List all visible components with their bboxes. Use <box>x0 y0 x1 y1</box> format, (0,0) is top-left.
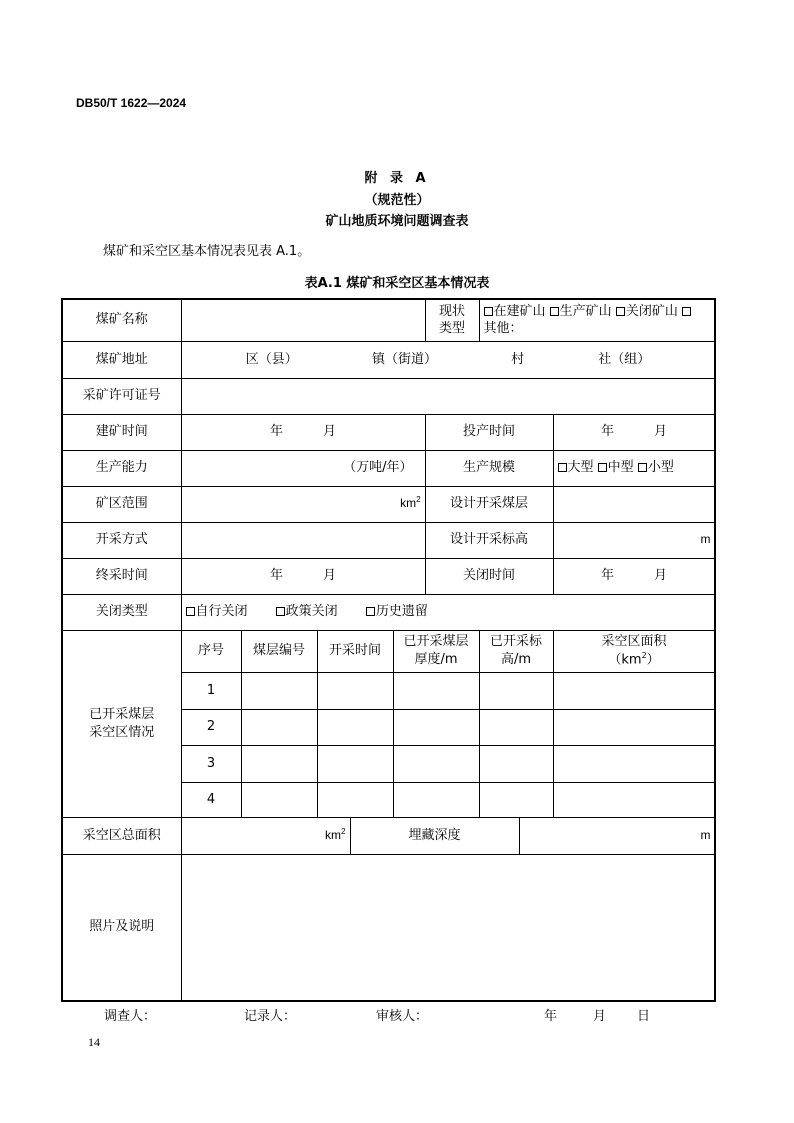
end-time-label: 终采时间 <box>62 558 181 594</box>
appendix-normative: （规范性） <box>364 193 430 208</box>
survey-form-table <box>61 298 716 1002</box>
capacity-label: 生产能力 <box>62 450 181 486</box>
close-time-field[interactable]: 年 月 <box>553 558 715 594</box>
page-number: 14 <box>88 1035 100 1049</box>
footer-month: 月 <box>593 1009 607 1024</box>
license-label: 采矿许可证号 <box>62 378 181 414</box>
table-row <box>62 854 715 1001</box>
km2-unit: $km^2$ <box>325 826 346 842</box>
checkbox-icon[interactable] <box>616 307 625 316</box>
end-time-field[interactable]: 年 月 <box>181 558 425 594</box>
table-row <box>62 486 715 522</box>
close-type-options: 自行关闭 政策关闭 历史遗留 <box>181 594 715 630</box>
table-row <box>62 341 715 378</box>
method-label: 开采方式 <box>62 522 181 558</box>
address-field[interactable]: 区（县） 镇（街道） 村 社（组） <box>181 341 715 378</box>
table-row <box>62 414 715 450</box>
col-elevation: 已开采标 高/m <box>479 630 553 672</box>
intro-text: 煤矿和采空区基本情况表见表 A.1。 <box>103 244 311 259</box>
table-row <box>62 630 715 672</box>
checkbox-icon[interactable] <box>550 307 559 316</box>
checkbox-icon[interactable] <box>638 463 647 472</box>
goaf-section-label: 已开采煤层 采空区情况 <box>62 630 181 817</box>
row-no: 4 <box>181 782 241 817</box>
reviewer-label: 审核人： <box>376 1009 429 1024</box>
row-no: 3 <box>181 745 241 782</box>
license-field[interactable] <box>181 378 715 414</box>
col-no: 序号 <box>181 630 241 672</box>
status-type-label: 现状 类型 <box>425 299 479 341</box>
design-elevation-field[interactable]: m <box>553 522 715 558</box>
production-start-label: 投产时间 <box>425 414 553 450</box>
table-row <box>62 817 715 854</box>
photos-field[interactable] <box>181 854 715 1001</box>
col-seam-no: 煤层编号 <box>241 630 317 672</box>
method-field[interactable] <box>181 522 425 558</box>
table-row <box>62 558 715 594</box>
photos-label: 照片及说明 <box>62 854 181 1001</box>
col-goaf-area: 采空区面积 $(km^2)$ <box>553 630 715 672</box>
col-thickness: 已开采煤层 厚度/m <box>393 630 479 672</box>
table-row <box>62 450 715 486</box>
area-range-label: 矿区范围 <box>62 486 181 522</box>
checkbox-icon[interactable] <box>366 607 375 616</box>
address-label: 煤矿地址 <box>62 341 181 378</box>
production-start-field[interactable]: 年 月 <box>553 414 715 450</box>
table-caption: 表A.1 煤矿和采空区基本情况表 <box>304 276 490 291</box>
checkbox-icon[interactable] <box>558 463 567 472</box>
table-row <box>62 522 715 558</box>
footer-year: 年 <box>544 1009 558 1024</box>
close-time-label: 关闭时间 <box>425 558 553 594</box>
appendix-subtitle: 矿山地质环境问题调查表 <box>325 214 469 229</box>
mine-name-field[interactable] <box>181 299 425 341</box>
capacity-field[interactable]: （万吨/年） <box>181 450 425 486</box>
status-options: 在建矿山 生产矿山 关闭矿山 其他： <box>479 299 715 341</box>
table-row <box>62 594 715 630</box>
investigator-label: 调查人： <box>104 1009 157 1024</box>
standard-code: DB50/T 1622—2024 <box>76 96 187 110</box>
mine-name-label: 煤矿名称 <box>62 299 181 341</box>
area-range-field[interactable] <box>181 486 425 522</box>
km2-unit: $km^2$ <box>400 495 421 511</box>
scale-label: 生产规模 <box>425 450 553 486</box>
table-row <box>62 299 715 341</box>
table-row <box>62 378 715 414</box>
checkbox-icon[interactable] <box>682 307 691 316</box>
depth-label: 埋藏深度 <box>350 817 519 854</box>
appendix-title: 附 录 A <box>364 171 430 186</box>
recorder-label: 记录人： <box>244 1009 297 1024</box>
depth-field[interactable]: m <box>519 817 715 854</box>
build-time-label: 建矿时间 <box>62 414 181 450</box>
close-type-label: 关闭类型 <box>62 594 181 630</box>
footer-day: 日 <box>637 1009 651 1024</box>
checkbox-icon[interactable] <box>484 307 493 316</box>
design-seam-field[interactable] <box>553 486 715 522</box>
row-no: 2 <box>181 709 241 745</box>
build-time-field[interactable]: 年 月 <box>181 414 425 450</box>
checkbox-icon[interactable] <box>276 607 285 616</box>
scale-options: 大型 中型 小型 <box>553 450 715 486</box>
col-start-time: 开采时间 <box>317 630 393 672</box>
total-area-label: 采空区总面积 <box>62 817 181 854</box>
row-no: 1 <box>181 672 241 709</box>
checkbox-icon[interactable] <box>186 607 195 616</box>
total-area-field[interactable] <box>181 817 350 854</box>
checkbox-icon[interactable] <box>598 463 607 472</box>
design-elevation-label: 设计开采标高 <box>425 522 553 558</box>
design-seam-label: 设计开采煤层 <box>425 486 553 522</box>
